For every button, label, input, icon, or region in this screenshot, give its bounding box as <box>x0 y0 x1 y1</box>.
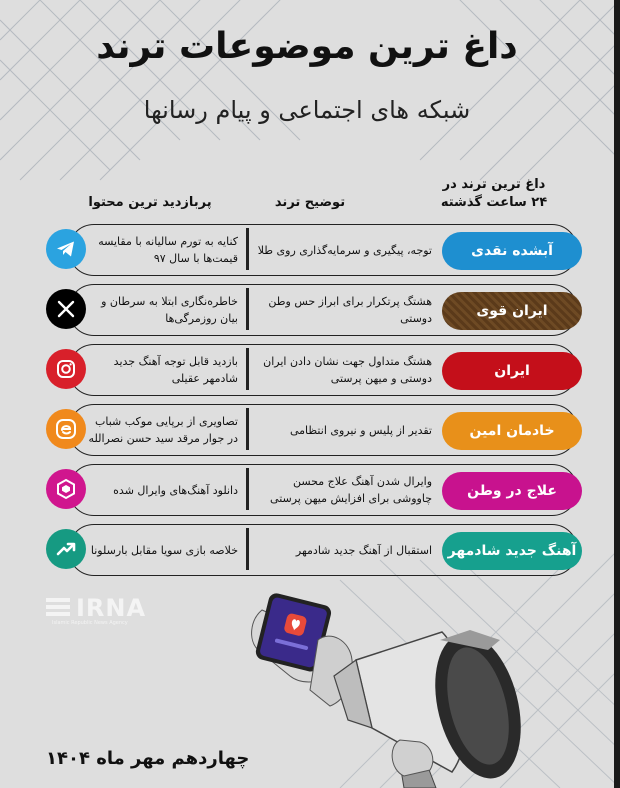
column-header-description: توضیح ترند <box>274 195 346 210</box>
trend-label: ایران قوی <box>476 303 548 319</box>
logo-wordmark: IRNA <box>76 594 147 622</box>
trend-description: استقبال از آهنگ جدید شادمهر <box>295 543 432 557</box>
trend-description: تقدیر از پلیس و نیروی انتظامی <box>290 423 432 437</box>
top-content: تصاویری از برپایی موکب شباب در جوار مرقد سید حسن نصرالله <box>88 415 238 445</box>
trend-label: علاج در وطن <box>467 483 557 499</box>
trend-label: آبشده نقدی <box>471 243 553 259</box>
top-content: بازدید قابل توجه آهنگ جدید شادمهر عقیلی <box>113 355 238 385</box>
trend-description: هشتگ متداول جهت نشان دادن ایران دوستی و میهن پرستی <box>263 355 432 385</box>
column-header-content: پربازدید ترین محتوا <box>88 195 212 210</box>
trend-description: هشتگ پرتکرار برای ابراز حس وطن دوستی <box>268 295 432 325</box>
page-subtitle: شبکه های اجتماعی و پیام رسانها <box>143 96 471 124</box>
top-content: خلاصه بازی سویا مقابل بارسلونا <box>90 543 238 557</box>
trend-label: خادمان امین <box>469 423 555 439</box>
publish-date: چهاردهم مهر ماه ۱۴۰۴ <box>46 748 250 769</box>
trend-description: توجه، پیگیری و سرمایه‌گذاری روی طلا <box>257 243 432 257</box>
trend-description: وایرال شدن آهنگ علاج محسن چاووشی برای افزایش میهن پرستی <box>270 475 432 505</box>
top-content: خاطره‌نگاری ابتلا به سرطان و بیان روزمرگی‌ها <box>101 295 238 325</box>
trend-label: ایران <box>494 363 530 379</box>
top-content: کنایه به تورم سالیانه با مقایسه قیمت‌ها با سال ۹۷ <box>98 235 238 265</box>
top-content: دانلود آهنگ‌های وایرال شده <box>113 483 238 497</box>
column-header-trend: داغ ترین ترند در ۲۴ ساعت گذشته <box>440 177 548 210</box>
page-title: داغ ترین موضوعات ترند <box>96 26 518 67</box>
trend-label: آهنگ جدید شادمهر <box>447 543 577 559</box>
logo-tagline: Islamic Republic News Agency <box>52 620 128 626</box>
